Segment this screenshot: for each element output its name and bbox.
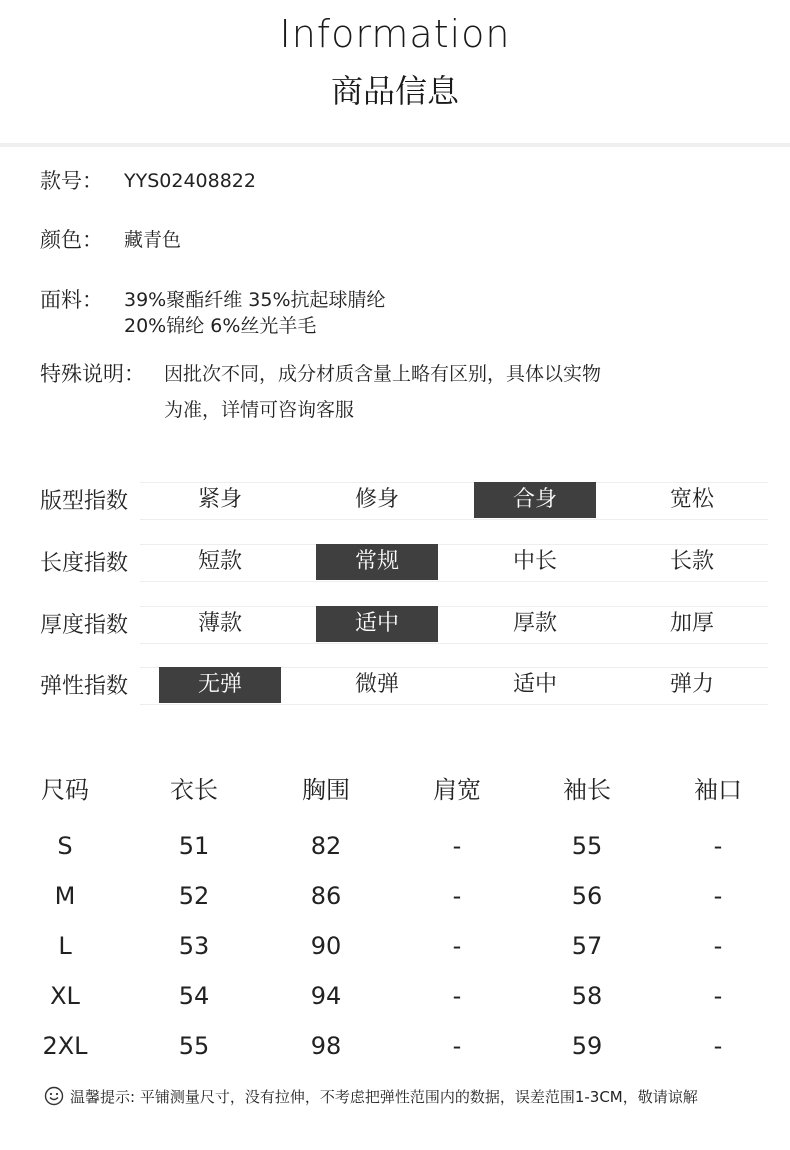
size-table-cell: 57 <box>571 932 603 960</box>
size-table-cell: 58 <box>571 982 603 1010</box>
index-option: 修身 <box>354 487 399 512</box>
size-table-cell: - <box>713 982 723 1010</box>
size-table-cell: S <box>57 832 73 860</box>
size-table-cell: - <box>713 1032 723 1060</box>
size-table-cell: XL <box>50 982 80 1010</box>
info-value: 20%锦纶 6%丝光羊毛 <box>124 315 317 337</box>
index-label: 版型指数 <box>40 489 129 514</box>
index-option: 合身 <box>474 482 596 518</box>
size-table-cell: 82 <box>310 832 342 860</box>
index-option: 紧身 <box>197 487 242 512</box>
index-option: 适中 <box>316 606 438 642</box>
info-label: 特殊说明： <box>40 362 145 386</box>
size-table-cell: - <box>452 882 462 910</box>
size-table-cell: 54 <box>178 982 210 1010</box>
index-option: 微弹 <box>354 672 399 697</box>
header-divider <box>0 143 790 147</box>
index-label: 厚度指数 <box>40 613 129 638</box>
size-table-cell: - <box>452 1032 462 1060</box>
index-option: 中长 <box>512 549 557 574</box>
size-table-cell: 86 <box>310 882 342 910</box>
size-table-cell: - <box>452 982 462 1010</box>
title-english: Information <box>279 12 511 56</box>
size-table-cell: 2XL <box>42 1032 88 1060</box>
size-table-cell: 98 <box>310 1032 342 1060</box>
size-table-cell: 52 <box>178 882 210 910</box>
size-table-header: 袖口 <box>694 776 742 804</box>
index-row <box>40 482 770 518</box>
info-value: YYS02408822 <box>124 170 256 192</box>
index-label: 弹性指数 <box>40 674 129 699</box>
index-option: 加厚 <box>669 611 714 636</box>
size-table-cell: 90 <box>310 932 342 960</box>
smile-icon <box>44 1086 64 1110</box>
size-table-header: 衣长 <box>170 776 218 804</box>
info-value: 因批次不同，成分材质含量上略有区别，具体以实物 <box>164 363 602 385</box>
size-table-cell: 55 <box>178 1032 210 1060</box>
size-table-cell: - <box>452 932 462 960</box>
title-chinese: 商品信息 <box>330 72 459 110</box>
info-label: 面料： <box>40 288 103 312</box>
size-table-cell: M <box>54 882 76 910</box>
info-value: 39%聚酯纤维 35%抗起球腈纶 <box>124 289 386 311</box>
index-label: 长度指数 <box>40 551 129 576</box>
index-option: 厚款 <box>512 611 557 636</box>
index-option: 适中 <box>512 672 557 697</box>
info-value: 藏青色 <box>124 229 182 251</box>
size-table-cell: 94 <box>310 982 342 1010</box>
size-table-cell: - <box>713 882 723 910</box>
size-table-cell: L <box>58 932 72 960</box>
index-option: 弹力 <box>669 672 714 697</box>
size-table-cell: - <box>713 932 723 960</box>
size-table-cell: 51 <box>178 832 210 860</box>
index-row <box>40 544 770 580</box>
size-table-cell: 59 <box>571 1032 603 1060</box>
info-value: 为准，详情可咨询客服 <box>164 399 355 421</box>
index-option: 无弹 <box>159 667 281 703</box>
info-label: 颜色： <box>40 228 103 252</box>
index-option: 宽松 <box>669 487 714 512</box>
tip-note <box>44 1086 698 1110</box>
index-option: 薄款 <box>197 611 242 636</box>
index-option: 常规 <box>316 544 438 580</box>
index-row <box>40 606 770 642</box>
size-table-cell: 55 <box>571 832 603 860</box>
size-table-header: 袖长 <box>563 776 611 804</box>
index-option: 长款 <box>669 549 714 574</box>
index-option: 短款 <box>197 549 242 574</box>
index-row <box>40 667 770 703</box>
tip-text: 温馨提示: 平铺测量尺寸，没有拉伸，不考虑把弹性范围内的数据，误差范围1-3CM，敬请谅解 <box>70 1088 698 1106</box>
size-table-header: 肩宽 <box>433 776 481 804</box>
size-table-header: 尺码 <box>41 776 89 804</box>
size-table-header: 胸围 <box>302 776 350 804</box>
size-table-cell: - <box>452 832 462 860</box>
size-table-cell: - <box>713 832 723 860</box>
info-label: 款号： <box>40 169 103 193</box>
size-table-cell: 53 <box>178 932 210 960</box>
size-table-cell: 56 <box>571 882 603 910</box>
